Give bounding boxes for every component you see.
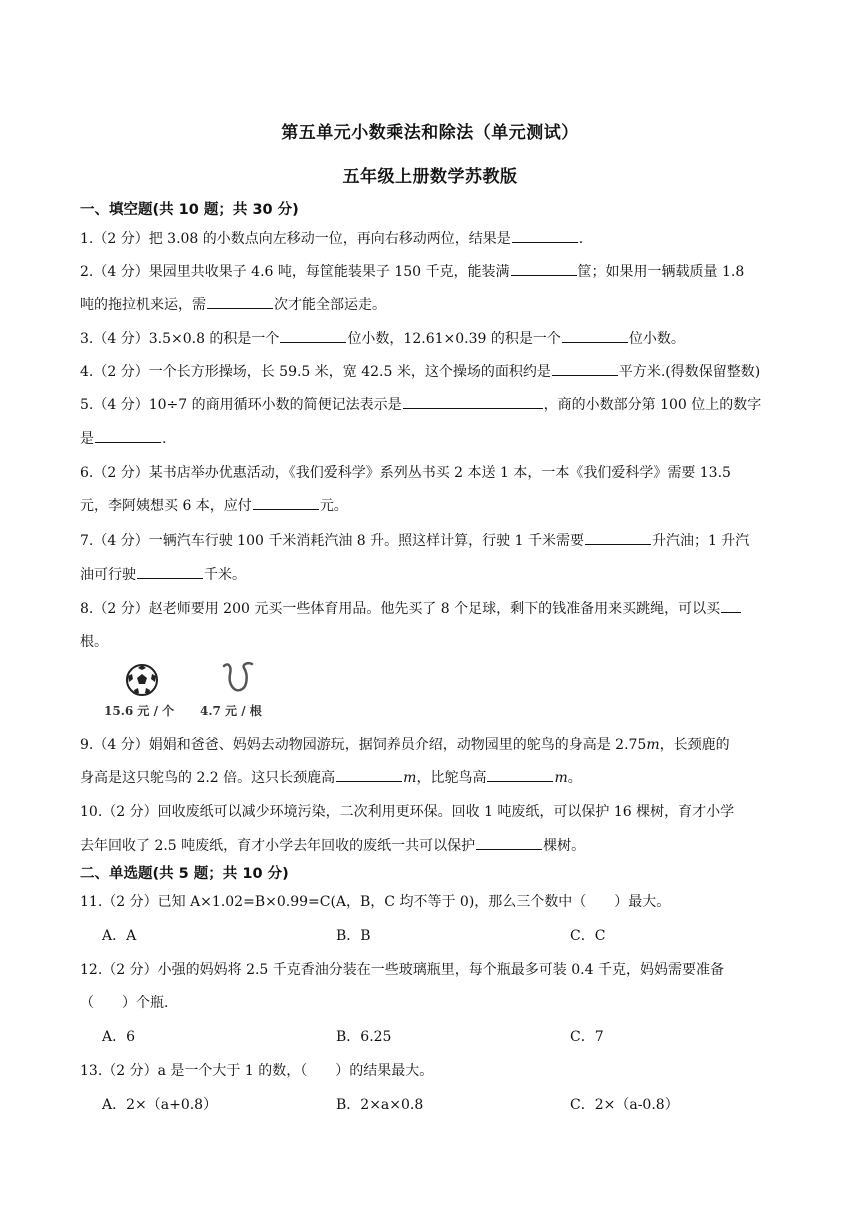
question-8: 8.（2 分）赵老师要用 200 元买一些体育用品。他先买了 8 个足球，剩下的钱准备用来买跳绳，可以买 [80,598,742,618]
option-b[interactable]: B．2×a×0.8 [336,1097,424,1113]
answer-blank[interactable] [95,428,161,443]
question-3: 3.（4 分）3.5×0.8 的积是一个 位小数，12.61×0.39 的积是一个 位小数。 [80,328,685,348]
option-b[interactable]: B．6.25 [336,1029,392,1045]
answer-blank[interactable] [512,228,578,243]
option-c[interactable]: C．7 [570,1029,604,1045]
answer-blank[interactable] [721,598,741,613]
question-12-continued: （ ）个瓶. [80,995,169,1011]
section-heading-fill-in: 一、填空题(共 10 题；共 30 分) [80,202,299,218]
jump-rope-icon [218,660,258,698]
answer-blank[interactable] [207,294,273,309]
answer-blank[interactable] [562,328,628,343]
page-subtitle: 五年级上册数学苏教版 [342,167,518,187]
answer-blank[interactable] [487,767,553,782]
question-10-continued: 去年回收了 2.5 吨废纸，育才小学去年回收的废纸一共可以保护 棵树。 [80,835,585,855]
answer-blank[interactable] [403,394,543,409]
question-6: 6.（2 分）某书店举办优惠活动，《我们爱科学》系列丛书买 2 本送 1 本，一本《我们爱科学》需要 13.5 [80,465,731,481]
question-11: 11.（2 分）已知 A×1.02=B×0.99=C(A，B，C 均不等于 0)，那么三个数中（ ）最大。 [80,894,671,910]
question-7-continued: 油可行驶 千米。 [80,564,246,584]
question-1: 1.（2 分）把 3.08 的小数点向左移动一位，再向右移动两位，结果是 . [80,228,583,248]
answer-blank[interactable] [585,530,651,545]
question-10: 10.（2 分）回收废纸可以减少环境污染，二次利用更环保。回收 1 吨废纸，可以保护 16 棵树，育才小学 [80,804,735,820]
option-a[interactable]: A．2×（a+0.8） [102,1097,218,1113]
question-5: 5.（4 分）10÷7 的商用循环小数的简便记法表示是 ，商的小数部分第 100 位上的数字 [80,394,761,414]
option-a[interactable]: A．6 [102,1029,136,1045]
question-7: 7.（4 分）一辆汽车行驶 100 千米消耗汽油 8 升。照这样计算，行驶 1 千米需要 升汽油；1 升汽 [80,530,749,550]
answer-blank[interactable] [476,835,542,850]
question-12: 12.（2 分）小强的妈妈将 2.5 千克香油分装在一些玻璃瓶里，每个瓶最多可装 0.4 千克，妈妈需要准备 [80,962,724,978]
question-2: 2.（4 分）果园里共收果子 4.6 吨，每筐能装果子 150 千克，能装满 筐；如果用一辆载质量 1.8 [80,261,744,281]
jump-rope-price: 4.7 元 / 根 [200,704,262,718]
option-c[interactable]: C．C [570,928,606,944]
price-illustration [100,660,300,720]
question-9-continued: 身高是这只鸵鸟的 2.2 倍。这只长颈鹿高 m，比鸵鸟高 m。 [80,767,582,787]
option-c[interactable]: C．2×（a-0.8） [570,1097,679,1113]
section-heading-single-choice: 二、单选题(共 5 题；共 10 分) [80,866,289,882]
question-2-continued: 吨的拖拉机来运，需 次才能全部运走。 [80,294,386,314]
question-4: 4.（2 分）一个长方形操场，长 59.5 米，宽 42.5 米，这个操场的面积约是 平方米.(得数保留整数) [80,361,760,381]
option-b[interactable]: B．B [336,928,371,944]
option-a[interactable]: A．A [102,928,137,944]
question-6-continued: 元，李阿姨想买 6 本，应付 元。 [80,495,348,515]
answer-blank[interactable] [552,361,618,376]
answer-blank[interactable] [253,495,319,510]
soccer-ball-price: 15.6 元 / 个 [104,704,175,718]
question-8-continued: 根。 [80,634,108,650]
question-13: 13.（2 分）a 是一个大于 1 的数，（ ）的结果最大。 [80,1063,434,1079]
answer-blank[interactable] [280,328,346,343]
question-5-continued: 是 . [80,428,166,448]
page-title: 第五单元小数乘法和除法（单元测试） [281,123,579,143]
answer-blank[interactable] [511,261,577,276]
answer-blank[interactable] [137,564,203,579]
soccer-ball-icon [124,662,160,698]
answer-blank[interactable] [336,767,402,782]
question-9: 9.（4 分）娟娟和爸爸、妈妈去动物园游玩，据饲养员介绍，动物园里的鸵鸟的身高是 2.75m，长颈鹿的 [80,737,730,753]
